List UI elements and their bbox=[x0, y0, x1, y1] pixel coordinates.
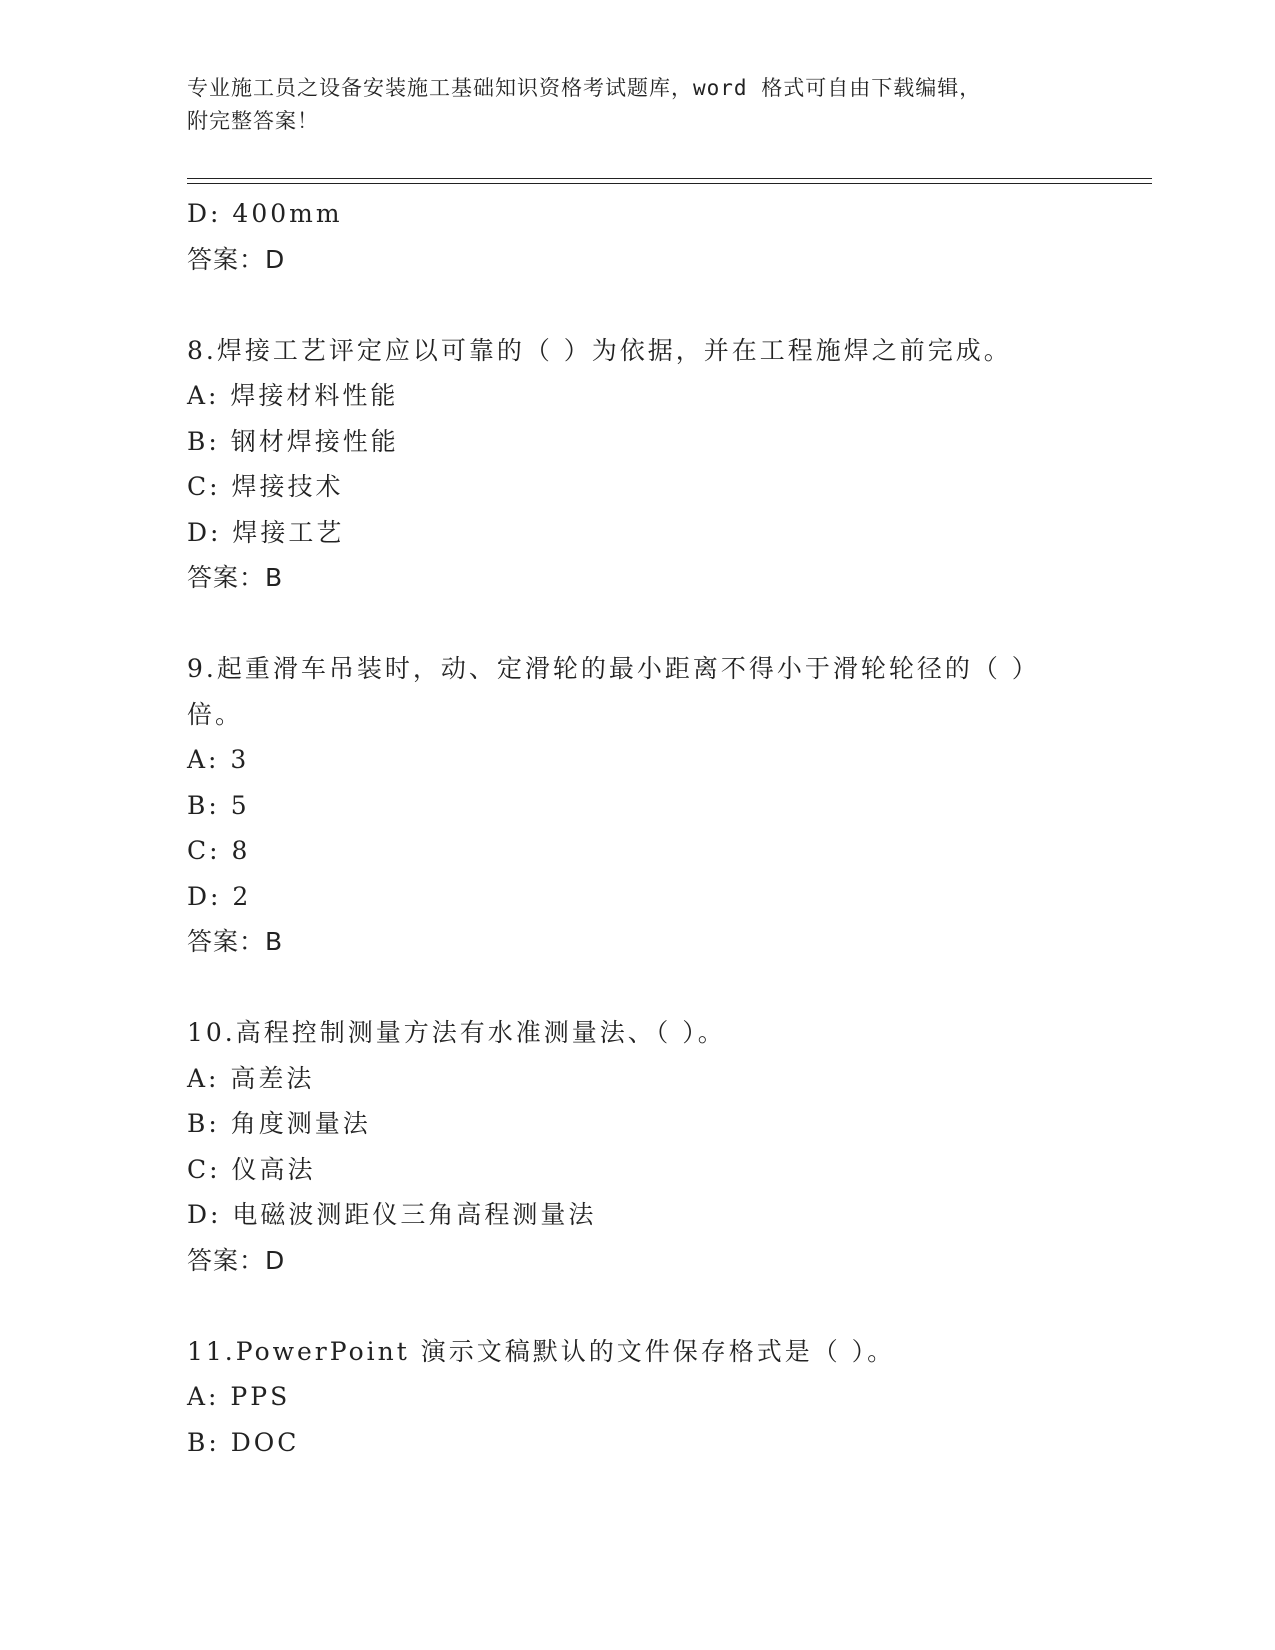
question-11-stem: 11.PowerPoint 演示文稿默认的文件保存格式是（ ）。 bbox=[187, 1336, 896, 1366]
option-b: B: 钢材焊接性能 bbox=[187, 426, 399, 456]
option-c: C: 仪高法 bbox=[187, 1154, 316, 1184]
header-line-1: 专业施工员之设备安装施工基础知识资格考试题库，word 格式可自由下载编辑， bbox=[187, 76, 982, 100]
spacer bbox=[187, 1283, 1152, 1329]
answer-line: 答案：B bbox=[187, 927, 284, 956]
option-d: D: 2 bbox=[187, 881, 252, 911]
option-d: D: 电磁波测距仪三角高程测量法 bbox=[187, 1200, 597, 1229]
header-divider-top bbox=[187, 178, 1152, 179]
option-a: A: 高差法 bbox=[187, 1063, 315, 1093]
spacer bbox=[187, 601, 1152, 647]
option-d: D: 焊接工艺 bbox=[187, 517, 345, 547]
question-10-stem: 10.高程控制测量方法有水准测量法、（ ）。 bbox=[187, 1018, 726, 1047]
header-line-2: 附完整答案！ bbox=[187, 109, 319, 133]
option-c: C: 8 bbox=[187, 836, 251, 865]
question-9-stem: 9.起重滑车吊装时，动、定滑轮的最小距离不得小于滑轮轮径的（ ） bbox=[187, 654, 1040, 683]
answer-line: 答案：D bbox=[187, 1245, 286, 1275]
option-b: B: DOC bbox=[187, 1427, 300, 1457]
document-header bbox=[187, 72, 1067, 138]
spacer bbox=[187, 282, 1152, 328]
option-c: C: 焊接技术 bbox=[187, 472, 344, 501]
question-list bbox=[187, 191, 1152, 1465]
option-a: A: 焊接材料性能 bbox=[187, 381, 399, 410]
header-divider-bottom bbox=[187, 183, 1152, 184]
spacer bbox=[187, 965, 1152, 1011]
answer-line: 答案：B bbox=[187, 563, 284, 592]
question-9-stem-cont: 倍。 bbox=[187, 699, 244, 729]
option-d: D: 400mm bbox=[187, 199, 343, 228]
question-8-stem: 8.焊接工艺评定应以可靠的（ ）为依据，并在工程施焊之前完成。 bbox=[187, 335, 1012, 365]
answer-line: 答案：D bbox=[187, 244, 286, 274]
option-a: A: 3 bbox=[187, 745, 250, 774]
option-a: A: PPS bbox=[187, 1382, 291, 1411]
option-b: B: 角度测量法 bbox=[187, 1109, 371, 1138]
option-b: B: 5 bbox=[187, 790, 250, 820]
